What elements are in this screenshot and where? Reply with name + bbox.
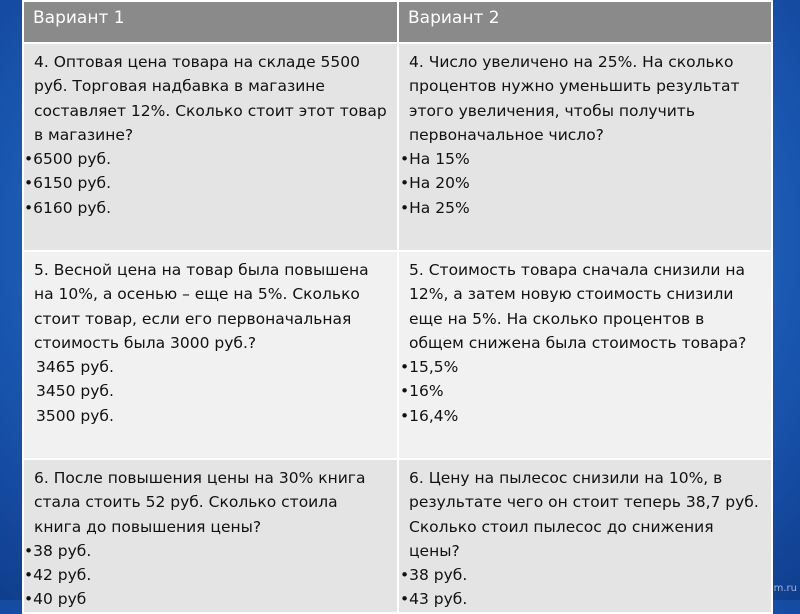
watermark: m.ru bbox=[773, 583, 797, 594]
answer-option: •6150 руб. bbox=[24, 174, 112, 193]
answer-option: •42 руб. bbox=[24, 566, 92, 585]
question-text: 4. Число увеличено на 25%. На сколько процентов нужно уменьшить результат этого увеличения, чтобы получить первоначальное число? bbox=[409, 53, 740, 144]
table-row bbox=[23, 251, 772, 459]
table-row bbox=[23, 459, 772, 613]
answer-option: •На 15% bbox=[400, 150, 470, 169]
question-cell bbox=[23, 251, 398, 459]
question-cell bbox=[398, 459, 772, 613]
answer-option: 3465 руб. bbox=[36, 358, 114, 377]
question-text: 5. Весной цена на товар была повышена на 10%, а осенью – еще на 5%. Сколько стоит товар, если его первоначальная стоимость была 3000 руб.? bbox=[34, 261, 369, 352]
answer-option: •40 руб bbox=[24, 590, 87, 609]
table-row bbox=[23, 43, 772, 251]
answer-option: •38 руб. bbox=[400, 566, 468, 585]
header-variant-1: Вариант 1 bbox=[23, 1, 398, 43]
answer-option: •15,5% bbox=[400, 358, 459, 377]
header-variant-2: Вариант 2 bbox=[398, 1, 772, 43]
answer-option: •38 руб. bbox=[24, 541, 92, 560]
answer-option: •16% bbox=[400, 382, 444, 401]
answer-option: •6160 руб. bbox=[24, 198, 112, 217]
question-cell bbox=[23, 43, 398, 251]
question-cell bbox=[398, 43, 772, 251]
question-text: 5. Стоимость товара сначала снизили на 12%, а затем новую стоимость снизили еще на 5%. На сколько процентов в общем снижена была стоимость товара? bbox=[409, 261, 747, 352]
header-row bbox=[23, 1, 772, 43]
answer-option: 3450 руб. bbox=[36, 382, 114, 401]
question-text: 6. После повышения цены на 30% книга стала стоить 52 руб. Сколько стоила книга до повышения цены? bbox=[34, 469, 366, 536]
answer-option: •43 руб. bbox=[400, 590, 468, 609]
answer-option: •16,4% bbox=[400, 406, 459, 425]
quiz-table bbox=[22, 0, 773, 614]
answer-option: 3500 руб. bbox=[36, 406, 114, 425]
answer-option: •6500 руб. bbox=[24, 150, 112, 169]
question-cell bbox=[23, 459, 398, 613]
answer-option: •На 25% bbox=[400, 198, 470, 217]
answer-option: •На 20% bbox=[400, 174, 470, 193]
question-text: 4. Оптовая цена товара на складе 5500 руб. Торговая надбавка в магазине составляет 12%. Сколько стоит этот товар в магазине? bbox=[34, 53, 387, 144]
question-text: 6. Цену на пылесос снизили на 10%, в результате чего он стоит теперь 38,7 руб. Сколько стоил пылесос до снижения цены? bbox=[409, 469, 759, 560]
question-cell bbox=[398, 251, 772, 459]
